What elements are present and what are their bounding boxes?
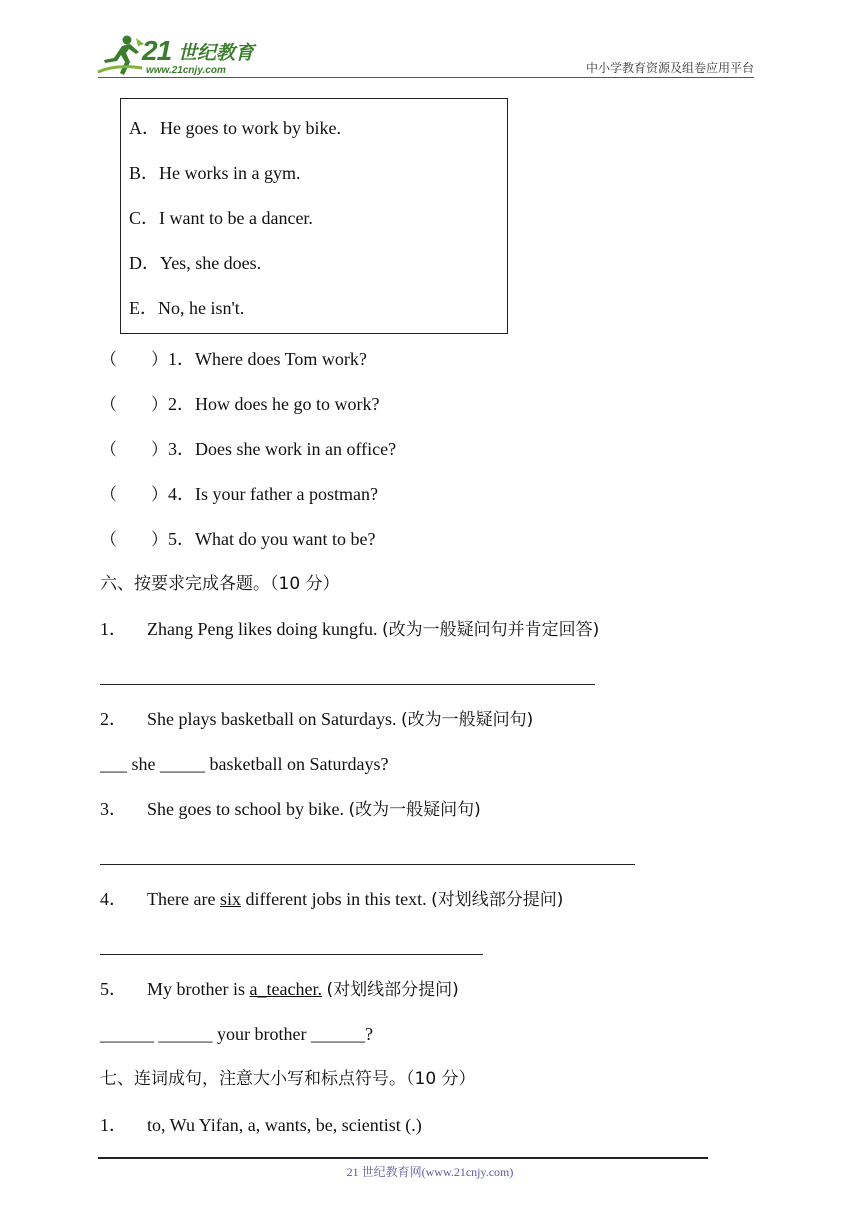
question-number: 3． bbox=[168, 439, 195, 459]
fill-in-sentence-5 bbox=[100, 1023, 373, 1045]
question-number: 1． bbox=[100, 619, 127, 639]
answer-paren[interactable]: （ ） bbox=[100, 350, 168, 370]
question-text: Where does Tom work? bbox=[195, 349, 367, 369]
question-instruction: (改为一般疑问句) bbox=[400, 710, 534, 730]
answer-paren[interactable]: （ ） bbox=[100, 395, 168, 415]
section-6-question-4 bbox=[100, 888, 563, 911]
section-6-question-3 bbox=[100, 798, 481, 821]
option-e: E．No, he isn't. bbox=[129, 298, 245, 318]
section-6-question-1 bbox=[100, 618, 599, 641]
answer-line[interactable] bbox=[100, 684, 595, 685]
answer-line[interactable] bbox=[100, 864, 635, 865]
logo-number: 21 bbox=[142, 35, 172, 66]
option-c: C．I want to be a dancer. bbox=[129, 208, 313, 228]
site-logo bbox=[96, 34, 266, 78]
answer-line[interactable] bbox=[100, 954, 483, 955]
footer-text[interactable]: 21 世纪教育网(www.21cnjy.com) bbox=[346, 1165, 514, 1179]
runner-logo-icon bbox=[96, 34, 146, 78]
question-text-start: There are bbox=[147, 889, 220, 909]
matching-question-2 bbox=[100, 393, 379, 416]
answer-options-box bbox=[120, 98, 508, 334]
matching-question-4 bbox=[100, 483, 378, 506]
question-text: She goes to school by bike. bbox=[147, 799, 344, 819]
question-number: 5． bbox=[100, 979, 127, 999]
answer-paren[interactable]: （ ） bbox=[100, 530, 168, 550]
section-7-title: 七、连词成句，注意大小写和标点符号。（10 分） bbox=[100, 1069, 476, 1089]
matching-question-5 bbox=[100, 528, 375, 551]
underlined-word: six bbox=[219, 889, 241, 909]
header-divider bbox=[98, 77, 754, 78]
question-text: What do you want to be? bbox=[195, 529, 376, 549]
question-text: to, Wu Yifan, a, wants, be, scientist (.) bbox=[147, 1115, 422, 1135]
question-instruction: (对划线部分提问) bbox=[431, 890, 564, 910]
sentence-word: your brother bbox=[212, 1024, 311, 1044]
header-tagline: 中小学教育资源及组卷应用平台 bbox=[585, 61, 754, 75]
question-text: How does he go to work? bbox=[195, 394, 380, 414]
footer-divider bbox=[98, 1157, 708, 1159]
question-number: 3． bbox=[100, 799, 127, 819]
blank-2[interactable]: ______ bbox=[158, 1024, 213, 1044]
question-text: Zhang Peng likes doing kungfu. bbox=[147, 619, 378, 639]
sentence-word: ? bbox=[364, 1024, 373, 1044]
fill-in-sentence-2 bbox=[100, 753, 388, 775]
option-b: B．He works in a gym. bbox=[129, 163, 301, 183]
question-text-start: My brother is bbox=[147, 979, 250, 999]
question-number: 4． bbox=[168, 484, 195, 504]
option-d: D．Yes, she does. bbox=[129, 253, 262, 273]
section-7-question-1 bbox=[100, 1114, 422, 1136]
question-instruction: (对划线部分提问) bbox=[326, 980, 459, 1000]
question-text: She plays basketball on Saturdays. bbox=[147, 709, 397, 729]
underlined-words: a_teacher. bbox=[249, 979, 322, 999]
question-text: Is your father a postman? bbox=[195, 484, 378, 504]
section-6-question-5 bbox=[100, 978, 459, 1001]
page-header bbox=[0, 0, 860, 80]
blank-1[interactable]: ___ bbox=[100, 754, 127, 774]
answer-paren[interactable]: （ ） bbox=[100, 485, 168, 505]
question-text: Does she work in an office? bbox=[195, 439, 397, 459]
question-instruction: (改为一般疑问句) bbox=[348, 800, 481, 820]
question-number: 2． bbox=[168, 394, 195, 414]
blank-1[interactable]: ______ bbox=[100, 1024, 154, 1044]
matching-question-1 bbox=[100, 348, 367, 371]
question-number: 2． bbox=[100, 709, 127, 729]
question-number: 5． bbox=[168, 529, 195, 549]
sentence-word: basketball on Saturdays? bbox=[205, 754, 389, 774]
section-6-question-2 bbox=[100, 708, 533, 731]
matching-question-3 bbox=[100, 438, 396, 461]
blank-2[interactable]: _____ bbox=[160, 754, 205, 774]
logo-url: www.21cnjy.com bbox=[146, 65, 226, 76]
answer-paren[interactable]: （ ） bbox=[100, 440, 168, 460]
section-6-title: 六、按要求完成各题。（10 分） bbox=[100, 574, 340, 594]
question-instruction: (改为一般疑问句并肯定回答) bbox=[381, 620, 600, 640]
option-a: A．He goes to work by bike. bbox=[129, 118, 341, 138]
question-number: 1． bbox=[100, 1115, 127, 1135]
blank-3[interactable]: ______ bbox=[310, 1024, 365, 1044]
question-number: 4． bbox=[100, 889, 127, 909]
question-text-end: different jobs in this text. bbox=[240, 889, 427, 909]
logo-chinese-text: 世纪教育 bbox=[178, 42, 255, 64]
sentence-word: she bbox=[127, 754, 160, 774]
question-number: 1． bbox=[168, 349, 195, 369]
